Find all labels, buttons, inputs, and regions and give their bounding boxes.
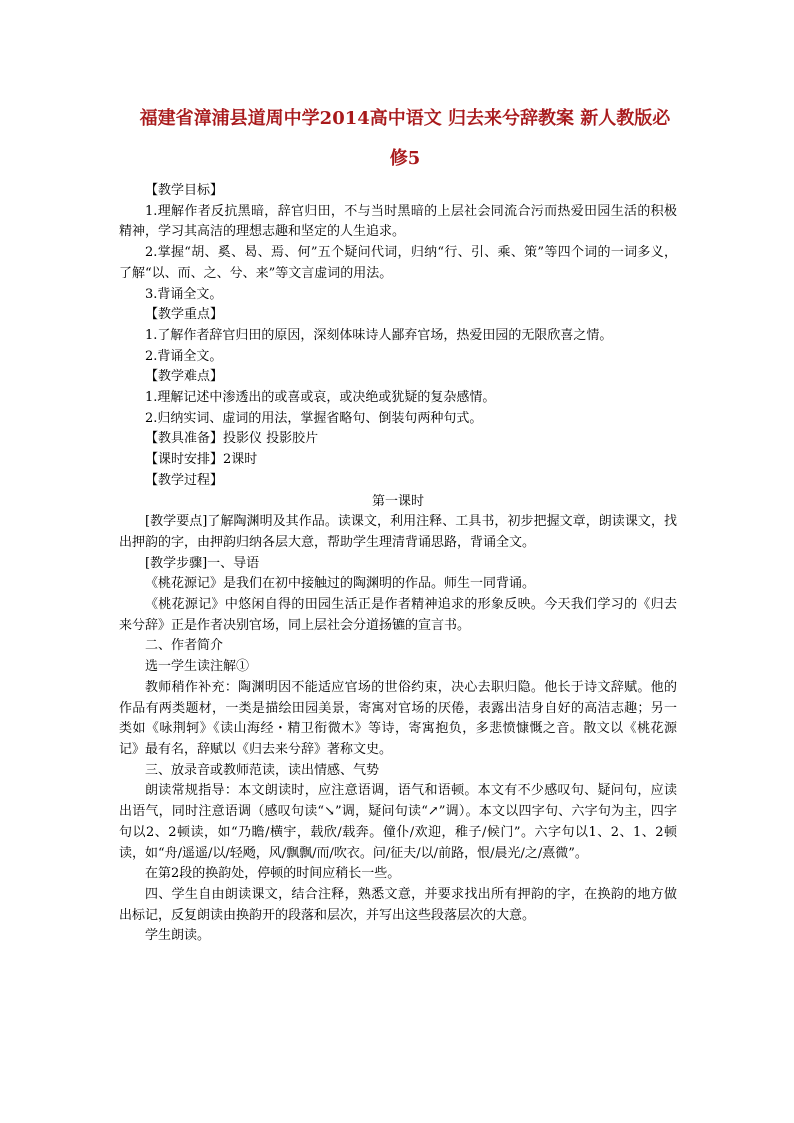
paragraph: 朗读常规指导：本文朗读时，应注意语调，语气和语顿。本文有不少感叹句、疑问句，应读出语气，同时注意语调（感叹句读“↘”调，疑问句读“↗”调）。本文以四字句、六字句为主，四字句以2、2顿读，如“乃瞻/横宇，载欣/载奔。僮仆/欢迎，稚子/候门”。六字句以1、2、1、2顿读，如“舟/遥遥/以/轻飏，风/飘飘/而/吹衣。问/征夫/以/前路，恨/晨光/之/熹微”。 <box>119 783 677 861</box>
paragraph: 1.理解记述中渗透出的或喜或哀，或决绝或犹疑的复杂感情。 <box>145 390 496 406</box>
document-title-line-2: 修5 <box>389 148 421 169</box>
section-heading-schedule: 【课时安排】2课时 <box>145 452 258 468</box>
paragraph: 选一学生读注解① <box>145 659 250 675</box>
section-heading-process: 【教学过程】 <box>145 472 224 488</box>
paragraph: 二、作者简介 <box>145 638 224 654</box>
document-title-line-1: 福建省漳浦县道周中学2014高中语文 归去来兮辞教案 新人教版必 <box>139 108 671 129</box>
paragraph: 在第2段的换韵处，停顿的时间应稍长一些。 <box>145 866 401 882</box>
section-heading-objectives: 【教学目标】 <box>145 183 224 198</box>
paragraph: 3.背诵全文。 <box>145 286 223 302</box>
section-heading-difficulties: 【教学难点】 <box>145 369 224 385</box>
lesson-heading-first: 第一课时 <box>371 493 424 509</box>
paragraph: [教学步骤]一、导语 <box>145 555 260 571</box>
paragraph: [教学要点]了解陶渊明及其作品。读课文，利用注释、工具书，初步把握文章，朗读课文，找出押韵的字，由押韵归纳各层大意，帮助学生理清背诵思路，背诵全文。 <box>119 514 677 550</box>
paragraph: 教师稍作补充：陶渊明因不能适应官场的世俗约束，决心去职归隐。他长于诗文辞赋。他的作品有两类题材，一类是描绘田园美景，寄寓对官场的厌倦，表露出洁身自好的高洁志趣；另一类如《咏荆轲》《读山海经・精卫衔微木》等诗，寄寓抱负，多悲愤慷慨之音。散文以《桃花源记》最有名，辞赋以《归去来兮辞》著称文史。 <box>119 679 677 757</box>
section-heading-materials: 【教具准备】投影仪 投影胶片 <box>145 431 319 447</box>
paragraph: 三、放录音或教师范读，读出情感、气势 <box>145 762 380 778</box>
paragraph: 2.背诵全文。 <box>145 348 223 364</box>
paragraph: 2.掌握“胡、奚、曷、焉、何”五个疑问代词，归纳“行、引、乘、策”等四个词的一词多义，了解“以、而、之、兮、来”等文言虚词的用法。 <box>119 245 677 281</box>
paragraph: 四、学生自由朗读课文，结合注释，熟悉文意，并要求找出所有押韵的字，在换韵的地方做出标记，反复朗读由换韵开的段落和层次，并写出这些段落层次的大意。 <box>119 886 677 923</box>
paragraph: 《桃花源记》是我们在初中接触过的陶渊明的作品。师生一同背诵。 <box>145 576 536 592</box>
document-body <box>119 181 677 947</box>
paragraph: 学生朗读。 <box>145 928 211 944</box>
paragraph: 2.归纳实词、虚词的用法，掌握省略句、倒装句两种句式。 <box>145 410 483 426</box>
paragraph: 1.了解作者辞官归田的原因，深刻体味诗人鄙弃官场，热爱田园的无限欣喜之情。 <box>145 327 613 343</box>
section-heading-key-points: 【教学重点】 <box>145 307 224 323</box>
paragraph: 1.理解作者反抗黑暗，辞官归田，不与当时黑暗的上层社会同流合污而热爱田园生活的积极精神，学习其高洁的理想志趣和坚定的人生追求。 <box>119 203 677 240</box>
paragraph: 《桃花源记》中悠闲自得的田园生活正是作者精神追求的形象反映。今天我们学习的《归去来兮辞》正是作者决别官场，同上层社会分道扬镳的宣言书。 <box>119 597 677 633</box>
